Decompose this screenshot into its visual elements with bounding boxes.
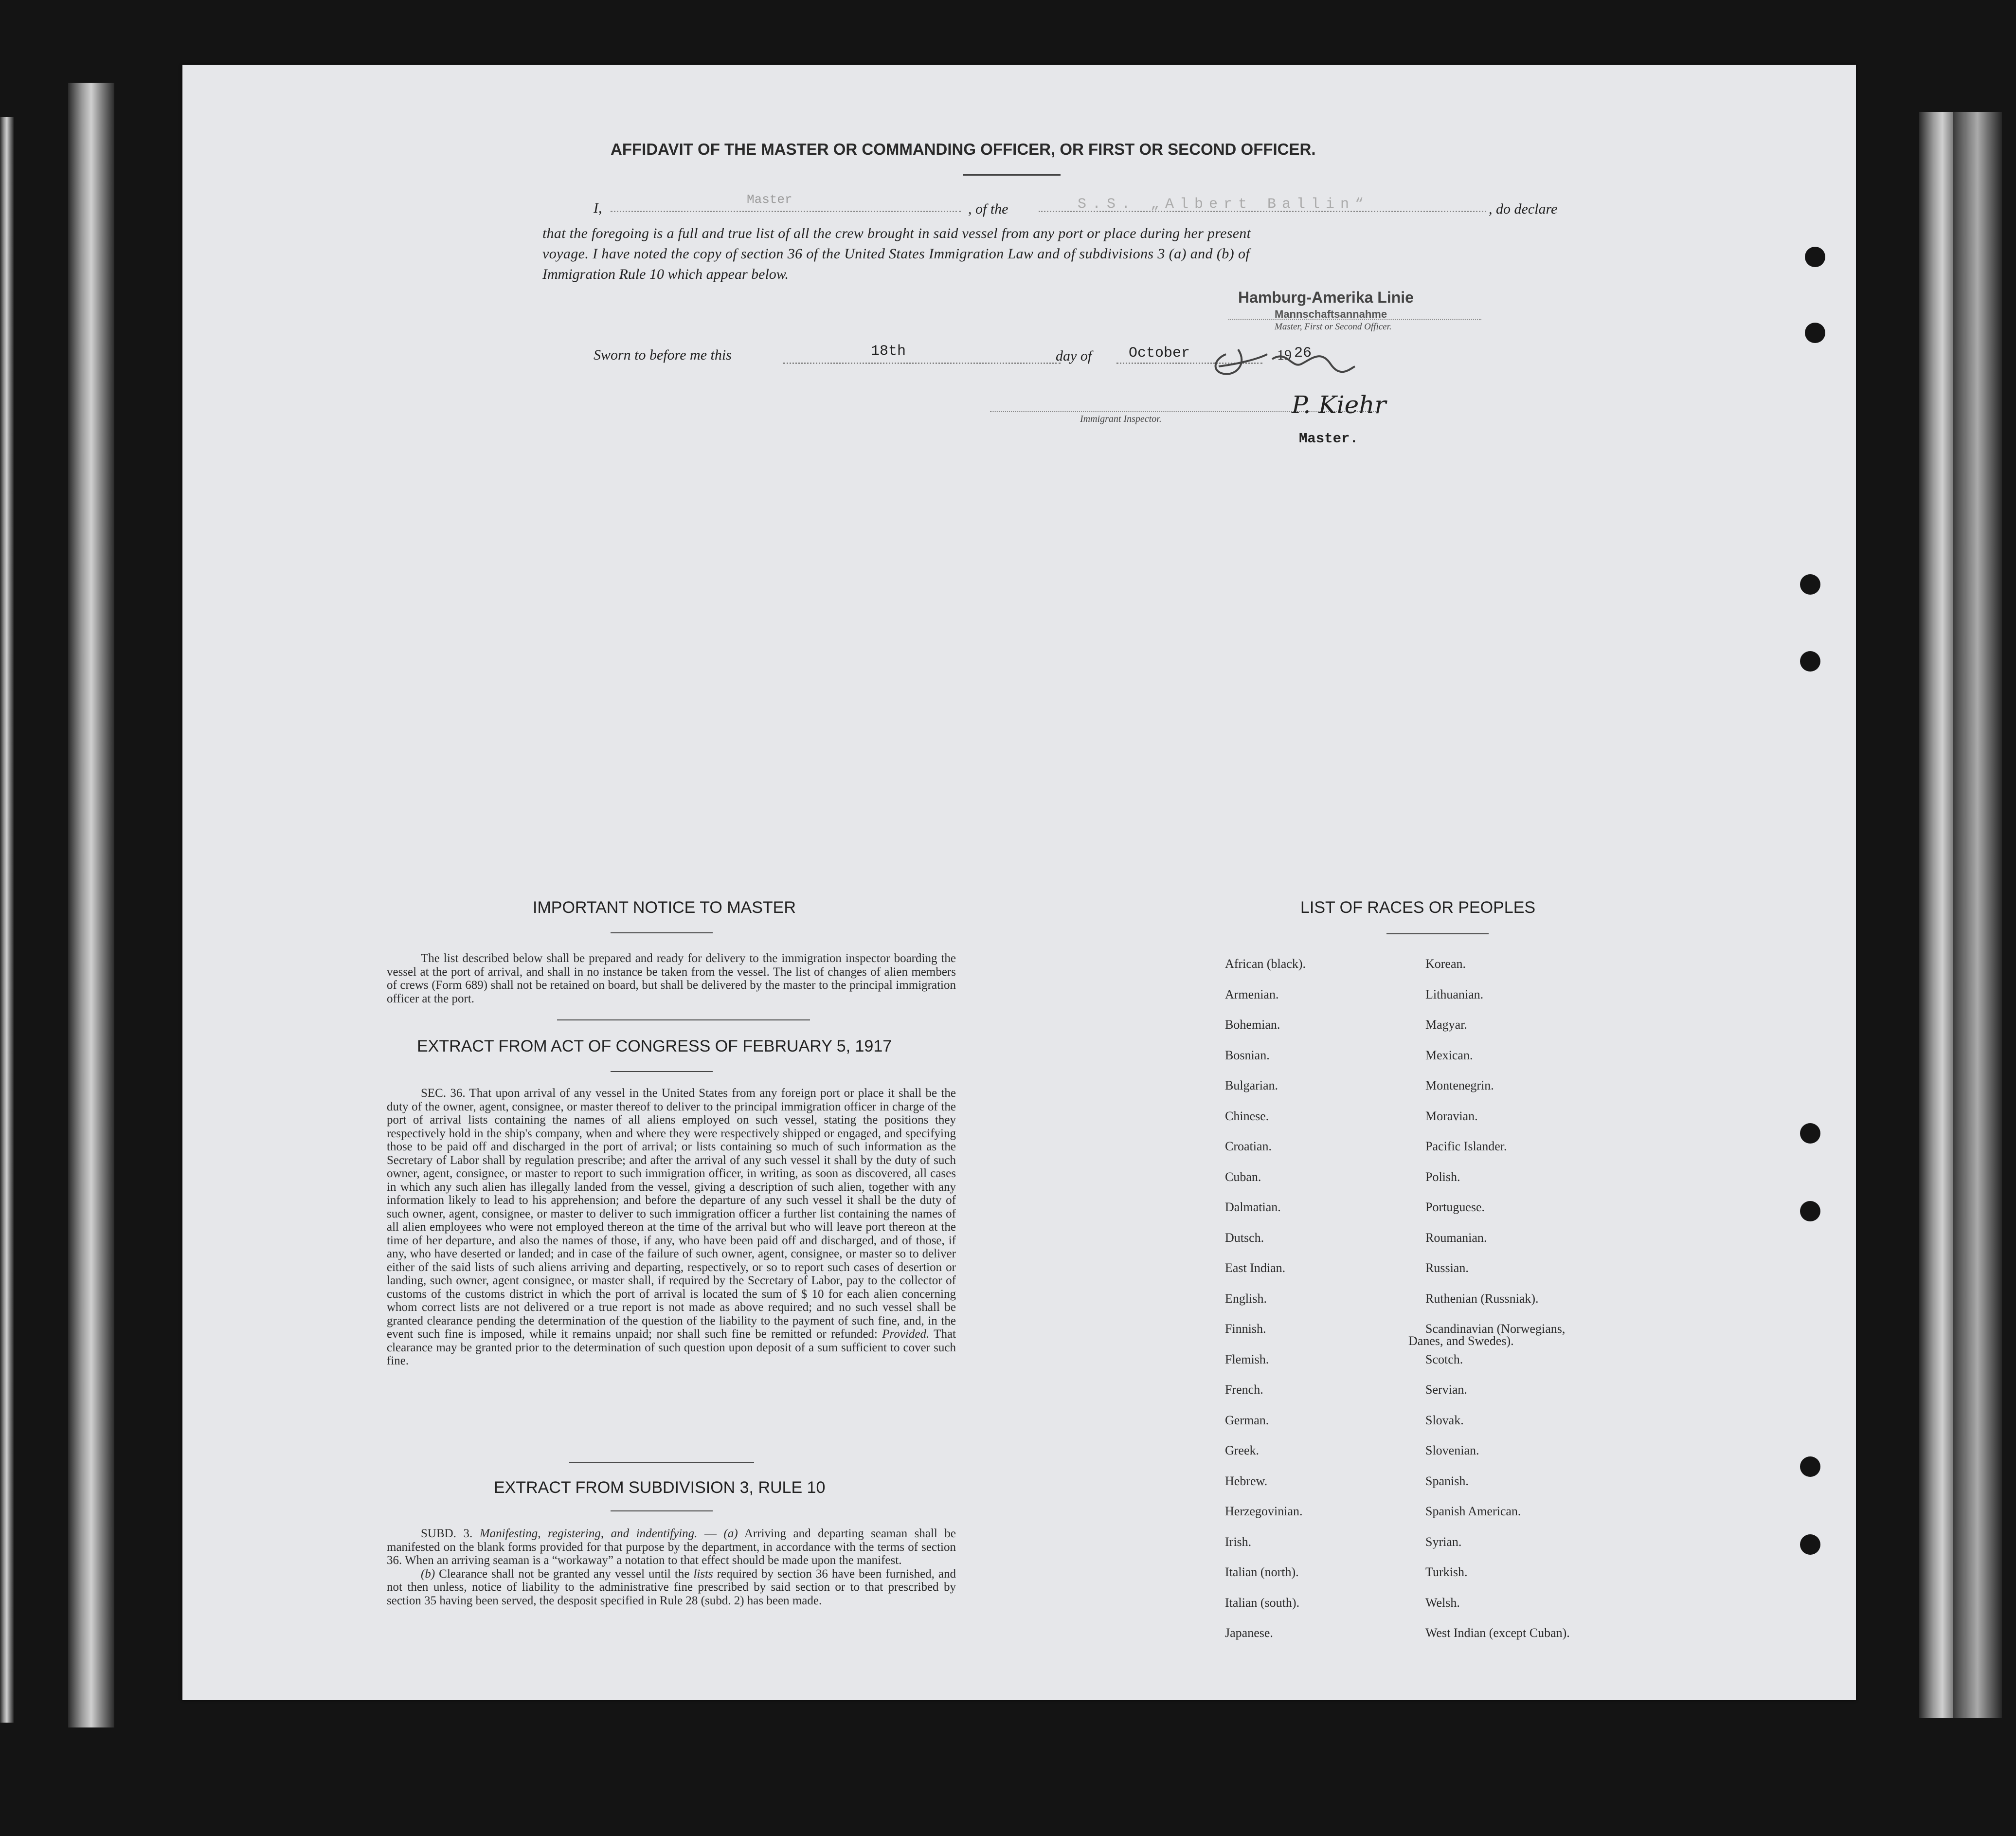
affidavit-line-4: Immigration Rule 10 which appear below. [542,266,789,282]
subd-b-text-2: required by section 36 have been furnished, and not then unless, notice of liability to the administrative fine prescribed by said section or to that prescribed by section 35 having been served, the desposit specified in Rule 28 (subd. 2) has been made. [387,1567,956,1607]
race-item: Japanese. [1225,1626,1273,1640]
race-item: Mexican. [1425,1048,1473,1062]
race-item: Korean. [1425,957,1466,971]
race-item: English. [1225,1291,1267,1306]
race-item: Armenian. [1225,987,1279,1001]
race-item-continuation: Danes, and Swedes). [1408,1334,1514,1348]
race-item: Welsh. [1425,1595,1460,1610]
race-item: Herzegovinian. [1225,1504,1303,1518]
act-body: SEC. 36. That upon arrival of any vessel in the United States from any foreign port or place it shall be the duty of the owner, agent, consignee, or master thereof to deliver to the principal immigration officer in charge of the port of arrival lists containing the names of all aliens employed on such vessel, stating the positions they respectively hold in the ship's company, when and where they were respectively shipped or engaged, and specifying those to be paid off and discharged in the port of arrival; or lists containing so much of such information as the Secretary of Labor shall by regulation prescribe; and after the arrival of any such vessel it shall by the duty of such owner, agent, consignee, or master to report to such immigration officer, in writing, as soon as discovered, all cases in which any such alien has illegally landed from the vessel, giving a description of such alien, together with any information likely to lead to his apprehension; and before the departure of any such vessel it shall be the duty of such owner, agent, consignee, or master to deliver to such immigration officer a further list containing the names of all alien employees who were not employed thereon at the time of the arrival but who will leave port thereon at the time of her departure, and also the names of those, if any, who have been paid off and discharged, and of those, if any, who have deserted or landed; and in case of the failure of such owner, agent, consignee, or master so to deliver either of the said lists of such aliens arriving and departing, respectively, or so to report such cases of desertion or landing, such owner, agent consignee, or master shall, if required by the Secretary of Labor, pay to the collector of customs of the customs district in which the port of arrival is located the sum of $ 10 for each alien concerning whom correct lists are not delivered or a true report is not made as above required; and no such vessel shall be granted clearance pending the determination of the question of the liability to the payment of such fine, and, in the event such fine is imposed, while it remains unpaid; nor shall such fine be remitted or refunded: [387,1087,956,1341]
affidavit-line-2: that the foregoing is a full and true list of all the crew brought in said vessel from any port or place during her present [542,225,1251,241]
subd-a-mark: (a) [723,1527,738,1540]
divider [963,174,1061,176]
department-stamp: Mannschaftsannahme [1275,308,1387,320]
affidavit-line-3: voyage. I have noted the copy of section 36 of the United States Immigration Law and of subdivisions 3 (a) and (b) of [542,246,1250,262]
subd-b-lists: lists [693,1567,713,1581]
divider [611,1510,713,1511]
of-the-text: , of the [968,201,1008,217]
subd-title: Manifesting, registering, and indentifying. [479,1527,698,1540]
act-provided: Provided. [882,1327,930,1341]
divider [557,1019,810,1020]
act-heading: EXTRACT FROM ACT OF CONGRESS OF FEBRUARY 5, 1917 [417,1037,892,1055]
punch-hole [1800,1456,1820,1477]
subd-b-mark: (b) [421,1567,435,1581]
race-item: Scandinavian (Norwegians, [1425,1322,1566,1336]
race-item: Ruthenian (Russniak). [1425,1291,1539,1306]
act-text [387,1087,956,1368]
races-heading: LIST OF RACES OR PEOPLES [1300,898,1536,917]
vessel-field: S.S. „Albert Ballin“ [1078,196,1370,213]
divider [611,932,713,933]
race-item: Chinese. [1225,1109,1269,1123]
race-item: French. [1225,1382,1263,1397]
master-stamp: Master. [1299,431,1358,447]
year-prefix: 19 [1277,347,1292,363]
punch-hole [1805,247,1825,267]
name-line [611,211,961,212]
subd-b-text-1: Clearance shall not be granted any vessel until the [439,1567,690,1581]
race-item: Bosnian. [1225,1048,1270,1062]
subd-a-text: Arriving and departing seaman shall be manifested on the blank forms provided for that purpose by the department, in accordance with the terms of section 36. When an arriving seaman is a “workaway” a notation to that effect should be made upon the manifest. [387,1527,956,1567]
name-field: Master [747,192,792,207]
divider [611,1071,713,1072]
notice-text: The list described below shall be prepared and ready for delivery to the immigration inspector boarding the vessel at the port of arrival, and shall in no instance be taken from the vessel. The list of changes of alien members of crews (Form 689) shall not be retained on board, but shall be delivered by the master to the principal immigration officer at the port. [387,952,956,1005]
race-item: Russian. [1425,1261,1469,1275]
race-item: Dutsch. [1225,1230,1264,1245]
race-item: West Indian (except Cuban). [1425,1626,1570,1640]
race-item: East Indian. [1225,1261,1286,1275]
race-item: African (black). [1225,957,1306,971]
race-item: Scotch. [1425,1352,1463,1366]
sworn-text: Sworn to before me this [594,347,732,363]
race-item: Montenegrin. [1425,1078,1494,1092]
race-item: Italian (south). [1225,1595,1300,1610]
officer-signature [1209,330,1365,383]
race-item: Polish. [1425,1169,1460,1184]
race-item: Portuguese. [1425,1200,1485,1214]
year-field: 26 [1294,345,1312,362]
race-item: Servian. [1425,1382,1467,1397]
subd-label: SUBD. 3. [421,1527,473,1540]
race-item: German. [1225,1413,1269,1427]
day-of-text: day of [1056,348,1092,364]
race-item: Syrian. [1425,1534,1462,1549]
do-declare-text: , do declare [1489,201,1558,217]
race-item: Moravian. [1425,1109,1478,1123]
punch-hole [1800,651,1820,672]
punch-hole [1800,574,1820,595]
day-field: 18th [871,343,906,360]
act-body-end: That clearance may be granted prior to the determination of such question upon deposit of a sum sufficient to cover such fine. [387,1327,956,1367]
race-item: Spanish. [1425,1473,1469,1488]
race-item: Spanish American. [1425,1504,1521,1518]
race-item: Turkish. [1425,1565,1468,1579]
race-item: Slovenian. [1425,1443,1479,1457]
race-item: Cuban. [1225,1169,1261,1184]
race-item: Hebrew. [1225,1473,1268,1488]
race-item: Slovak. [1425,1413,1464,1427]
rule-text: SUBD. 3. Manifesting, registering, and indentifying. — (a) Arriving and departing seaman shall be manifested on the blank forms provided for that purpose by the department, in accordance with the terms of section 36. When an arriving seaman is a “workaway” a notation to that effect should be made upon the manifest. (b) Clearance shall not be granted any vessel until the lists required by section 36 have been furnished, and not then unless, notice of liability to the administrative fine prescribed by said section or to that prescribed by section 35 having been served, the desposit specified in Rule 28 (subd. 2) has been made. [387,1527,956,1607]
affidavit-i: I, [594,200,602,216]
inspector-caption: Immigrant Inspector. [1080,414,1162,424]
film-edge-right [1953,112,2002,1718]
race-item: Finnish. [1225,1322,1266,1336]
punch-hole [1805,323,1825,343]
race-item: Dalmatian. [1225,1200,1281,1214]
divider [1386,933,1489,934]
punch-hole [1800,1534,1820,1555]
race-item: Bulgarian. [1225,1078,1278,1092]
month-field: October [1129,345,1190,362]
race-item: Irish. [1225,1534,1252,1549]
notice-heading: IMPORTANT NOTICE TO MASTER [533,898,796,917]
race-item: Croatian. [1225,1139,1272,1153]
race-item: Flemish. [1225,1352,1269,1366]
race-item: Lithuanian. [1425,987,1484,1001]
race-item: Greek. [1225,1443,1260,1457]
binder-rail-left [68,83,114,1727]
punch-hole [1800,1123,1820,1144]
master-caption: Master, First or Second Officer. [1275,322,1392,332]
master-signature: P. Kiehr [1292,391,1386,419]
race-item: Italian (north). [1225,1565,1299,1579]
race-item: Magyar. [1425,1018,1467,1032]
race-item: Bohemian. [1225,1018,1280,1032]
race-item: Roumanian. [1425,1230,1487,1245]
company-stamp: Hamburg-Amerika Linie [1238,289,1414,306]
race-item: Pacific Islander. [1425,1139,1507,1153]
film-edge-left [0,117,14,1723]
day-line [783,363,1061,364]
master-line [1228,319,1481,320]
rule-heading: EXTRACT FROM SUBDIVISION 3, RULE 10 [494,1478,826,1497]
affidavit-title: AFFIDAVIT OF THE MASTER OR COMMANDING OFFICER, OR FIRST OR SECOND OFFICER. [611,140,1316,158]
divider [569,1462,754,1463]
manifest-page [182,65,1856,1700]
punch-hole [1800,1201,1820,1221]
